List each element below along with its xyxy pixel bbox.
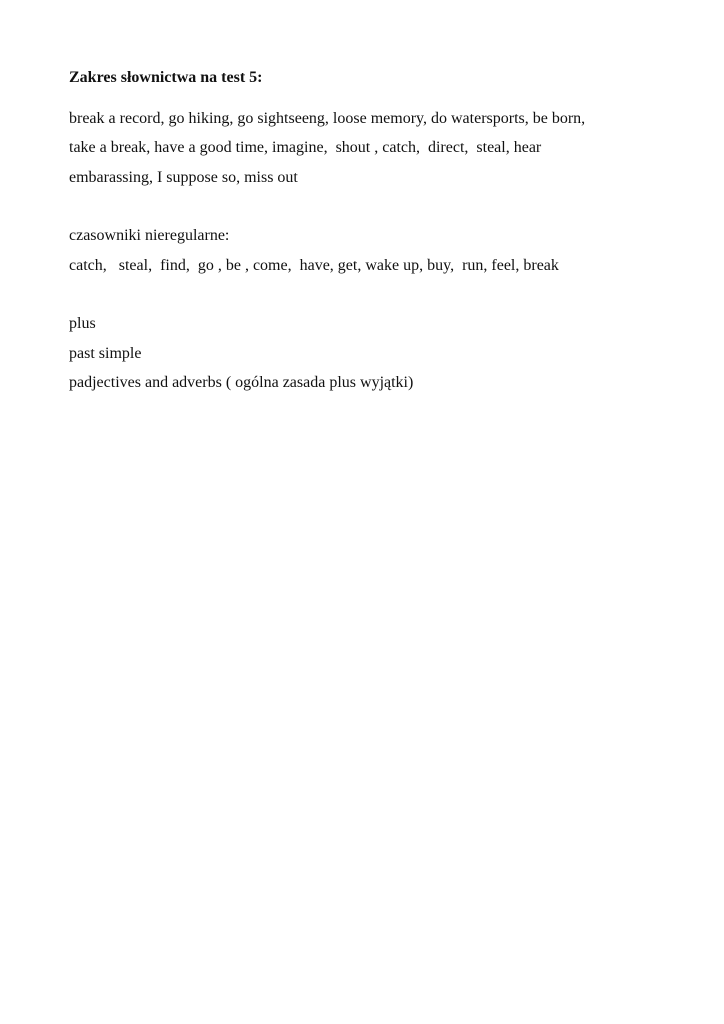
document-title: Zakres słownictwa na test 5: — [69, 69, 263, 86]
irregular-verbs-list: catch, steal, find, go , be , come, have, get, wake up, buy, run, feel, break — [69, 257, 559, 274]
vocabulary-line-2: take a break, have a good time, imagine, shout , catch, direct, steal, hear — [69, 139, 542, 156]
vocabulary-line-3: embarassing, I suppose so, miss out — [69, 169, 298, 186]
vocabulary-line-1: break a record, go hiking, go sightseeng, loose memory, do watersports, be born, — [69, 110, 586, 127]
irregular-verbs-heading: czasowniki nieregularne: — [69, 227, 230, 244]
extra-line-past-simple: past simple — [69, 345, 142, 362]
extra-line-plus: plus — [69, 315, 96, 332]
extra-line-adjectives-adverbs: padjectives and adverbs ( ogólna zasada plus wyjątki) — [69, 374, 414, 391]
